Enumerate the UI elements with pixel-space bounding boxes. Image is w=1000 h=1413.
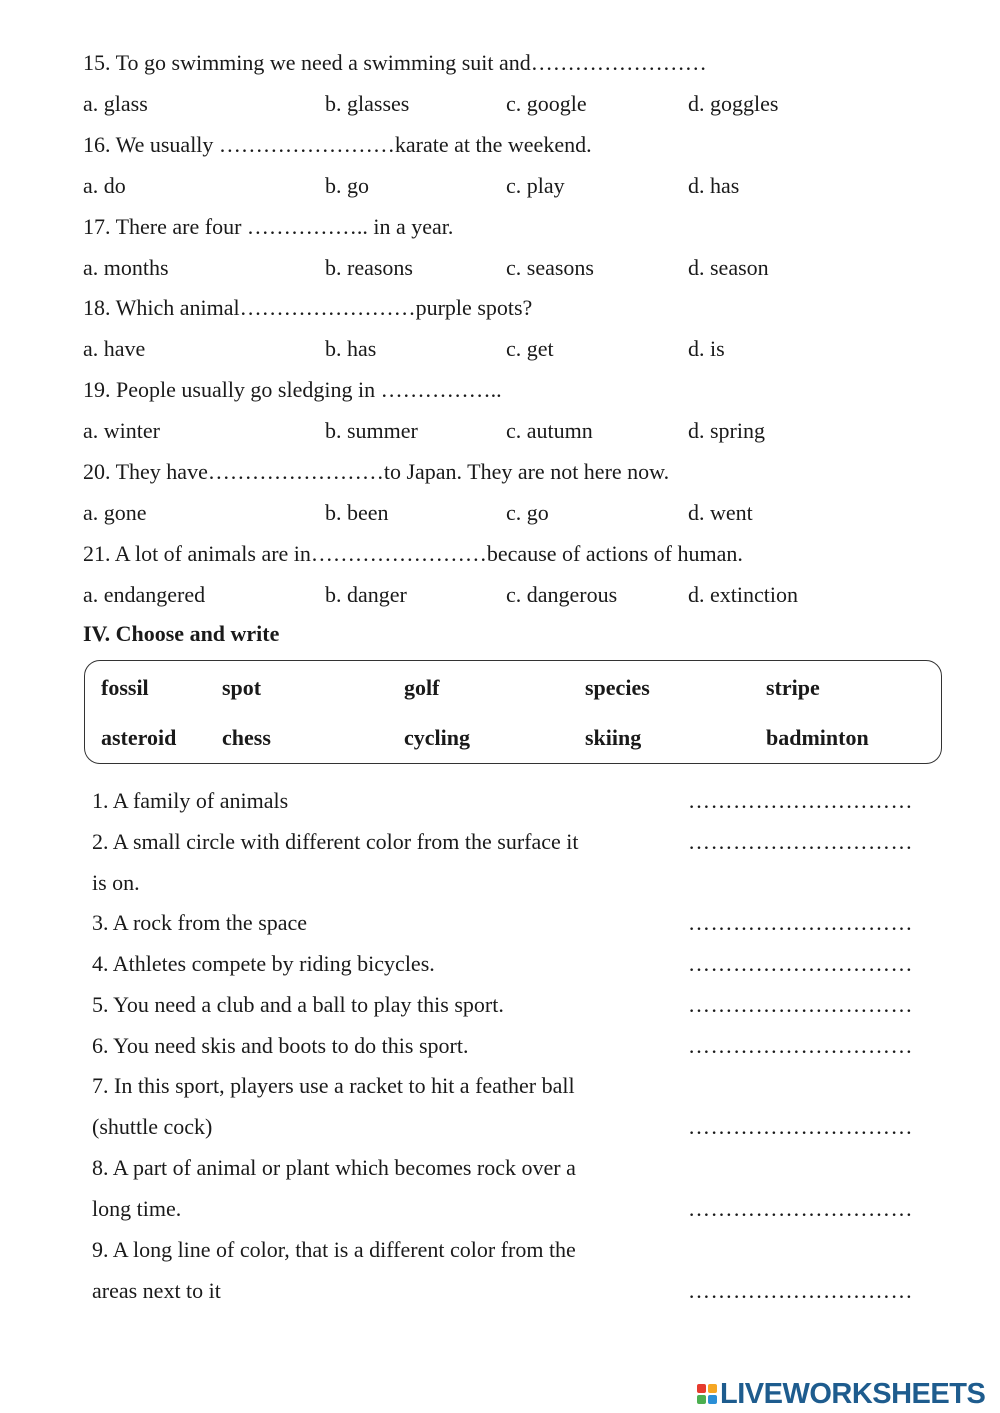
option-b[interactable]: b. reasons	[325, 255, 413, 280]
answer-blank[interactable]: …………………………	[688, 829, 913, 854]
definition-text: 1. A family of animals	[92, 788, 289, 813]
option-a[interactable]: a. glass	[83, 91, 148, 116]
word-bank-item: spot	[222, 675, 262, 700]
option-a[interactable]: a. winter	[83, 418, 160, 443]
definition-text: 9. A long line of color, that is a different color from the	[92, 1237, 576, 1262]
option-b[interactable]: b. summer	[325, 418, 418, 443]
option-c[interactable]: c. dangerous	[506, 582, 618, 607]
word-bank-item: skiing	[585, 725, 642, 750]
question-stem: 21. A lot of animals are in……………………because of actions of human.	[83, 541, 743, 566]
logo-square	[697, 1384, 706, 1393]
definition-text: 2. A small circle with different color from the surface it	[92, 829, 579, 854]
answer-blank[interactable]: …………………………	[688, 910, 913, 935]
logo-square	[697, 1395, 706, 1404]
word-bank-item: asteroid	[101, 725, 177, 750]
section-heading: IV. Choose and write	[83, 621, 280, 646]
option-d[interactable]: d. is	[688, 336, 725, 361]
answer-blank[interactable]: …………………………	[688, 1114, 913, 1139]
option-d[interactable]: d. has	[688, 173, 740, 198]
answer-blank[interactable]: …………………………	[688, 1033, 913, 1058]
option-b[interactable]: b. danger	[325, 582, 407, 607]
word-bank-item: fossil	[101, 675, 149, 700]
logo-square	[708, 1384, 717, 1393]
option-d[interactable]: d. extinction	[688, 582, 798, 607]
word-bank-item: chess	[222, 725, 271, 750]
answer-blank[interactable]: …………………………	[688, 788, 913, 813]
option-b[interactable]: b. glasses	[325, 91, 410, 116]
definition-text: 4. Athletes compete by riding bicycles.	[92, 951, 435, 976]
question-stem: 15. To go swimming we need a swimming suit and……………………	[83, 50, 707, 75]
word-bank-item: cycling	[404, 725, 470, 750]
word-bank-item: golf	[404, 675, 440, 700]
question-stem: 17. There are four …………….. in a year.	[83, 214, 454, 239]
option-c[interactable]: c. go	[506, 500, 549, 525]
option-d[interactable]: d. went	[688, 500, 753, 525]
question-stem: 16. We usually ……………………karate at the weekend.	[83, 132, 592, 157]
option-b[interactable]: b. go	[325, 173, 369, 198]
definition-text: areas next to it	[92, 1278, 221, 1303]
word-bank-item: stripe	[766, 675, 820, 700]
question-stem: 20. They have……………………to Japan. They are not here now.	[83, 459, 670, 484]
answer-blank[interactable]: …………………………	[688, 1196, 913, 1221]
option-a[interactable]: a. gone	[83, 500, 147, 525]
option-a[interactable]: a. endangered	[83, 582, 206, 607]
logo-text: LIVEWORKSHEETS	[720, 1378, 986, 1410]
option-a[interactable]: a. have	[83, 336, 146, 361]
definition-text: long time.	[92, 1196, 182, 1221]
logo-square	[708, 1395, 717, 1404]
word-bank-item: species	[585, 675, 650, 700]
answer-blank[interactable]: …………………………	[688, 1278, 913, 1303]
option-c[interactable]: c. autumn	[506, 418, 593, 443]
option-a[interactable]: a. do	[83, 173, 126, 198]
liveworksheets-logo-icon	[697, 1384, 717, 1404]
option-c[interactable]: c. google	[506, 91, 587, 116]
option-a[interactable]: a. months	[83, 255, 169, 280]
answer-blank[interactable]: …………………………	[688, 951, 913, 976]
option-d[interactable]: d. season	[688, 255, 769, 280]
definition-text: 3. A rock from the space	[92, 910, 308, 935]
option-c[interactable]: c. play	[506, 173, 565, 198]
definition-text: 7. In this sport, players use a racket to hit a feather ball	[92, 1073, 575, 1098]
liveworksheets-logo	[697, 1378, 985, 1410]
option-d[interactable]: d. spring	[688, 418, 765, 443]
definition-text: is on.	[92, 870, 140, 895]
option-c[interactable]: c. seasons	[506, 255, 594, 280]
question-stem: 18. Which animal……………………purple spots?	[83, 295, 533, 320]
answer-blank[interactable]: …………………………	[688, 992, 913, 1017]
definition-text: 8. A part of animal or plant which becomes rock over a	[92, 1155, 576, 1180]
option-c[interactable]: c. get	[506, 336, 554, 361]
definition-text: 5. You need a club and a ball to play this sport.	[92, 992, 504, 1017]
word-bank-box	[84, 660, 942, 764]
question-stem: 19. People usually go sledging in ……………..	[83, 377, 502, 402]
option-b[interactable]: b. has	[325, 336, 377, 361]
definition-text: (shuttle cock)	[92, 1114, 213, 1139]
option-b[interactable]: b. been	[325, 500, 389, 525]
definition-text: 6. You need skis and boots to do this sport.	[92, 1033, 469, 1058]
word-bank-item: badminton	[766, 725, 869, 750]
option-d[interactable]: d. goggles	[688, 91, 779, 116]
